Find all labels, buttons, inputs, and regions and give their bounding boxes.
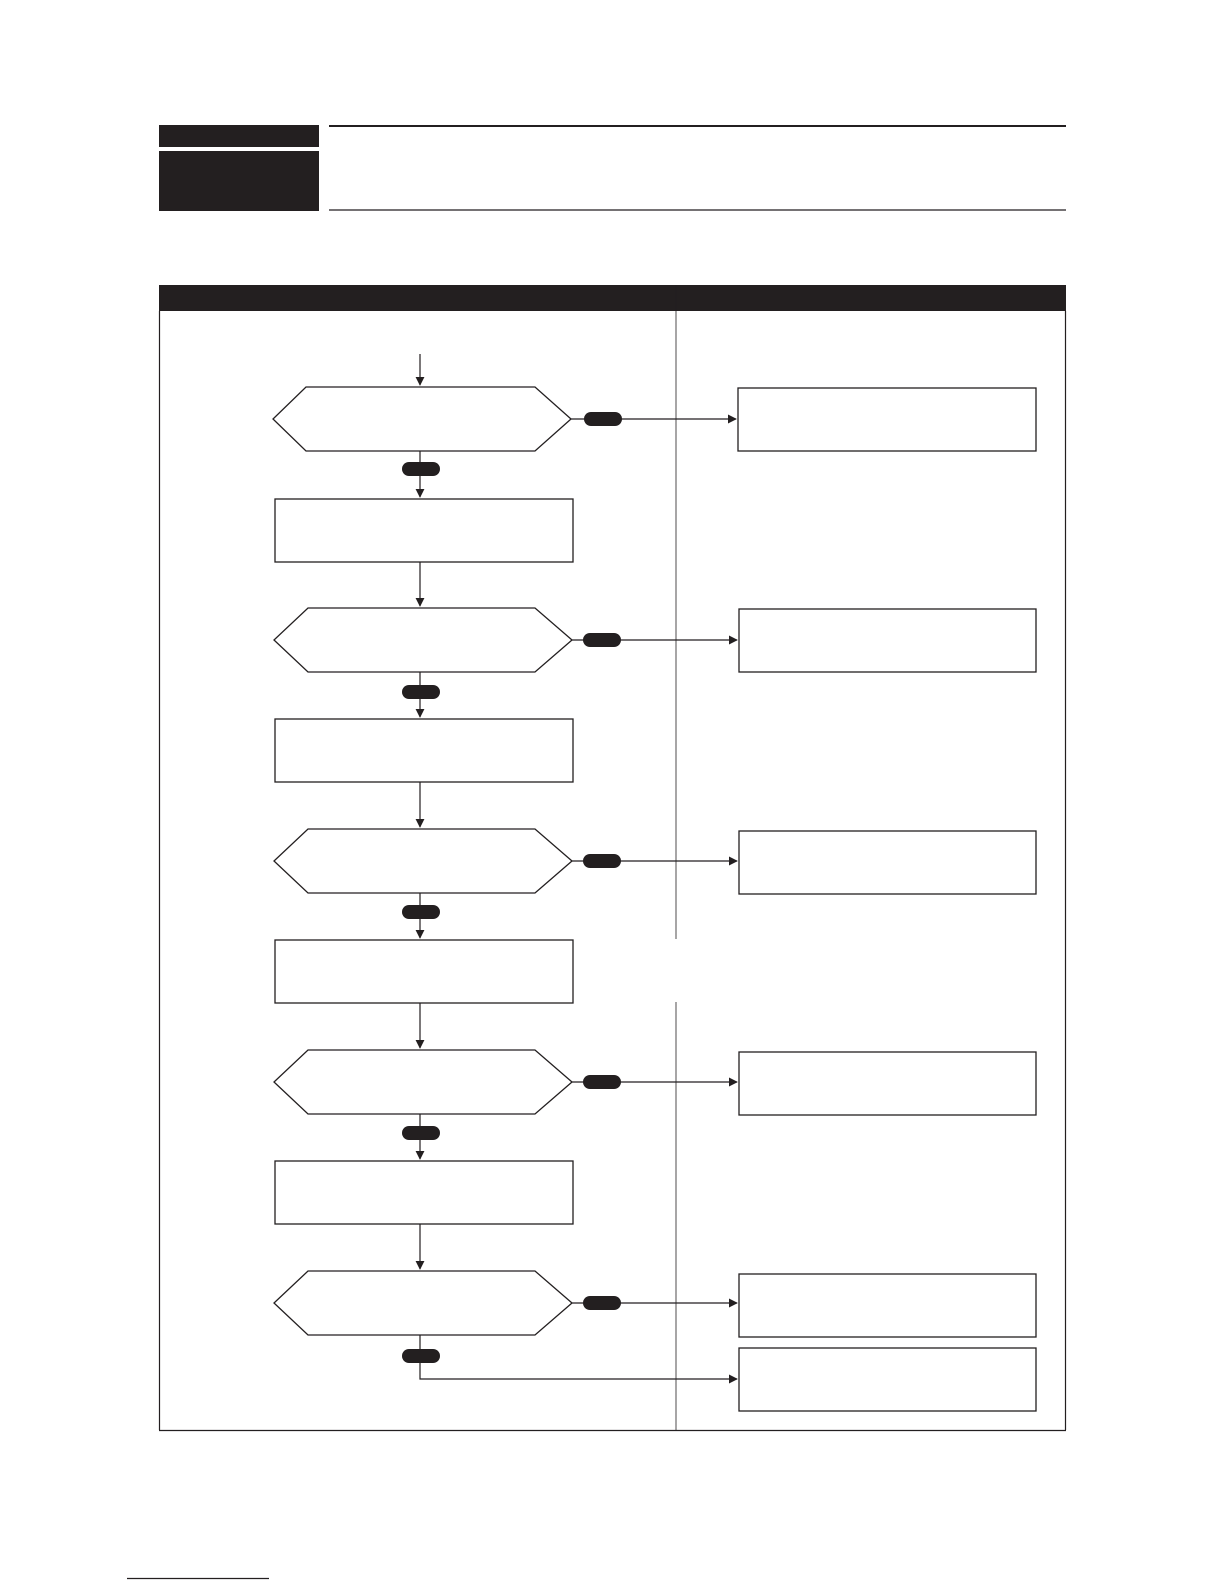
decision-2-shape (274, 608, 572, 672)
section-tab (159, 125, 319, 147)
table-header-bar (159, 285, 1066, 311)
decision-4-shape (274, 1050, 572, 1114)
result-4-box (739, 1052, 1036, 1115)
decision-2-down-pill (402, 685, 440, 699)
final-result (739, 1348, 1036, 1411)
decision-5-branch-pill (583, 1296, 621, 1310)
result-4 (739, 1052, 1036, 1115)
result-1-box (738, 388, 1036, 451)
result-3-box (739, 831, 1036, 894)
decision-2-branch-pill (583, 633, 621, 647)
decision-3-branch-pill (583, 854, 621, 868)
decision-1 (273, 387, 736, 497)
process-2 (275, 719, 573, 827)
process-3-box (275, 940, 573, 1003)
process-4 (275, 1161, 573, 1269)
decision-5-down-arrow (420, 1335, 737, 1379)
process-3 (275, 940, 573, 1048)
decision-5 (274, 1271, 737, 1379)
result-5-box (739, 1274, 1036, 1337)
decision-1-shape (273, 387, 571, 451)
decision-4 (274, 1050, 737, 1159)
result-5 (739, 1274, 1036, 1337)
decision-4-down-pill (402, 1126, 440, 1140)
decision-5-down-pill (402, 1349, 440, 1363)
section-block (159, 151, 319, 211)
final-result-box (739, 1348, 1036, 1411)
decision-3-down-pill (402, 905, 440, 919)
decision-3-shape (274, 829, 572, 893)
process-1 (275, 499, 573, 606)
process-4-box (275, 1161, 573, 1224)
decision-5-shape (274, 1271, 572, 1335)
result-2-box (739, 609, 1036, 672)
section-header (159, 125, 1066, 211)
process-2-box (275, 719, 573, 782)
result-1 (738, 388, 1036, 451)
decision-2 (274, 608, 737, 717)
decision-3 (274, 829, 737, 938)
result-2 (739, 609, 1036, 672)
decision-1-down-pill (402, 462, 440, 476)
decision-4-branch-pill (583, 1075, 621, 1089)
decision-1-branch-pill (584, 412, 622, 426)
process-1-box (275, 499, 573, 562)
result-3 (739, 831, 1036, 894)
